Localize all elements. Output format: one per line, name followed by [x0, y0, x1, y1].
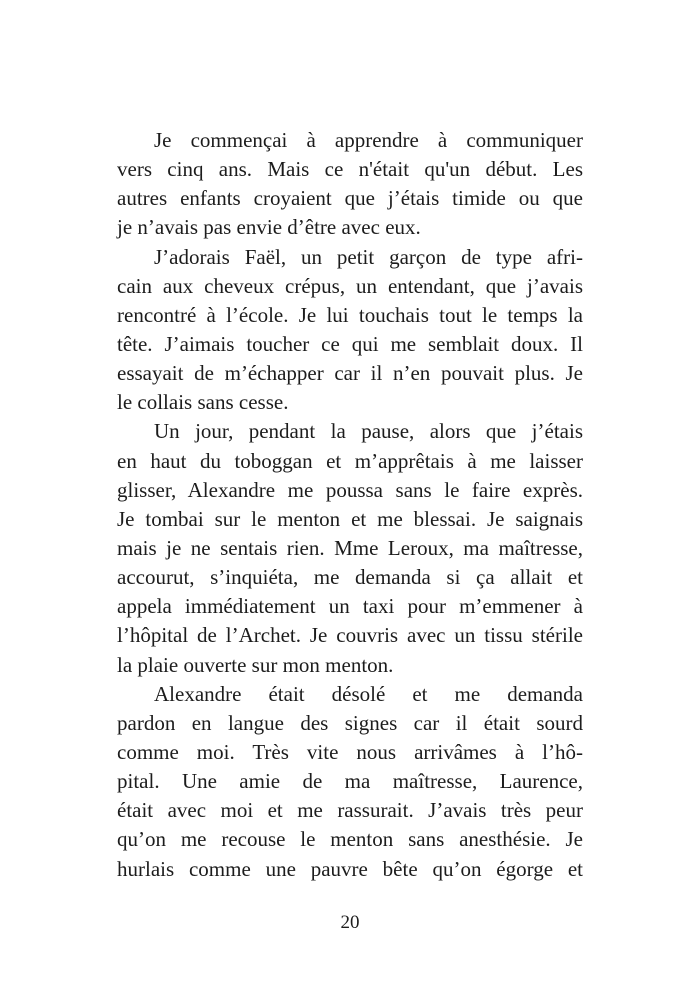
text-line: qu’on me recouse le menton sans anesthésie. Je — [117, 827, 583, 852]
body-text — [117, 126, 583, 884]
text-line: l’hôpital de l’Archet. Je couvris avec un tissu stérile — [117, 623, 583, 648]
text-line: je n’avais pas envie d’être avec eux. — [117, 215, 421, 240]
text-line: tête. J’aimais toucher ce qui me semblait doux. Il — [117, 331, 583, 356]
text-line: comme moi. Très vite nous arrivâmes à l’hô- — [117, 739, 583, 764]
page-number: 20 — [340, 912, 360, 933]
text-line: pardon en langue des signes car il était sourd — [117, 710, 583, 735]
text-line: Alexandre était désolé et me demanda — [154, 681, 583, 706]
text-line: Je commençai à apprendre à communiquer — [154, 128, 583, 152]
text-line: essayait de m’échapper car il n’en pouvait plus. Je — [117, 361, 583, 386]
text-line: J’adorais Faël, un petit garçon de type afri- — [154, 244, 583, 269]
text-line: vers cinq ans. Mais ce n'était qu'un début. Les — [117, 157, 583, 182]
text-line: était avec moi et me rassurait. J’avais très peur — [117, 798, 583, 823]
text-line: rencontré à l’école. Je lui touchais tout le temps la — [117, 302, 583, 327]
text-line: la plaie ouverte sur mon menton. — [117, 652, 394, 677]
text-line: pital. Une amie de ma maîtresse, Laurence, — [117, 769, 583, 794]
text-line: appela immédiatement un taxi pour m’emmener à — [117, 594, 583, 619]
text-line: hurlais comme une pauvre bête qu’on égorge et — [117, 856, 583, 881]
text-line: accourut, s’inquiéta, me demanda si ça allait et — [117, 565, 583, 590]
text-line: Je tombai sur le menton et me blessai. Je saignais — [117, 506, 583, 531]
text-line: cain aux cheveux crépus, un entendant, que j’avais — [117, 273, 583, 298]
text-line: glisser, Alexandre me poussa sans le faire exprès. — [117, 477, 583, 502]
text-line: Un jour, pendant la pause, alors que j’étais — [154, 419, 583, 444]
text-line: en haut du toboggan et m’apprêtais à me laisser — [117, 448, 583, 473]
text-line: mais je ne sentais rien. Mme Leroux, ma maîtresse, — [117, 535, 583, 560]
text-line: le collais sans cesse. — [117, 390, 289, 415]
text-line: autres enfants croyaient que j’étais timide ou que — [117, 186, 583, 211]
